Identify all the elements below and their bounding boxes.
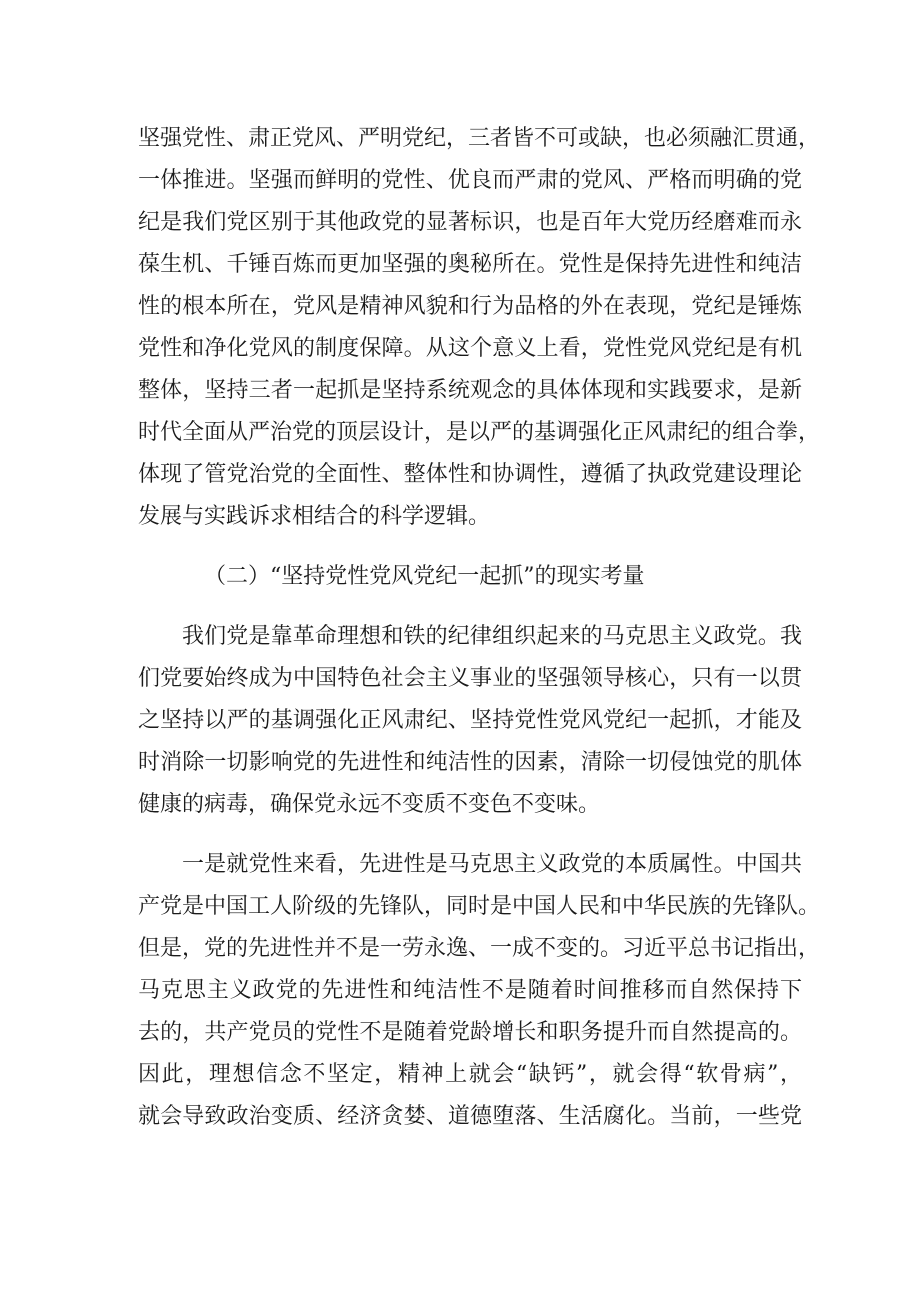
paragraph-party-spirit-advancement [138, 844, 821, 1138]
text-line: 马克思主义政党的先进性和纯洁性不是随着时间推移而自然保持下 [138, 978, 802, 1003]
text-line: 整体，坚持三者一起抓是坚持系统观念的具体体现和实践要求，是新 [138, 378, 802, 403]
text-line: 之坚持以严的基调强化正风肃纪、坚持党性党风党纪一起抓，才能及 [138, 708, 802, 733]
text-line: 因此，理想信念不坚定，精神上就会“缺钙”，就会得“软骨病”， [138, 1062, 802, 1087]
text-line: 纪是我们党区别于其他政党的显著标识，也是百年大党历经磨难而永 [138, 210, 802, 235]
text-line: 性的根本所在，党风是精神风貌和行为品格的外在表现，党纪是锤炼 [138, 294, 802, 319]
text-line: 去的，共产党员的党性不是随着党龄增长和职务提升而自然提高的。 [138, 1020, 802, 1045]
paragraph-gap [138, 538, 802, 556]
text-line: 一是就党性来看，先进性是马克思主义政党的本质属性。中国共 [182, 852, 802, 877]
text-line: 们党要始终成为中国特色社会主义事业的坚强领导核心，只有一以贯 [138, 666, 802, 691]
text-line: 体现了管党治党的全面性、整体性和协调性，遵循了执政党建设理论 [138, 462, 802, 487]
text-line: 一体推进。坚强而鲜明的党性、优良而严肃的党风、严格而明确的党 [138, 168, 802, 193]
text-line: 坚强党性、肃正党风、严明党纪，三者皆不可或缺，也必须融汇贯通， [138, 126, 821, 151]
document-body [138, 118, 821, 1138]
section-heading: （二）“坚持党性党风党纪一起抓”的现实考量 [204, 564, 645, 589]
text-line: 党性和净化党风的制度保障。从这个意义上看，党性党风党纪是有机 [138, 336, 802, 361]
text-line: 产党是中国工人阶级的先锋队，同时是中国人民和中华民族的先锋队。 [138, 894, 821, 919]
text-line: 葆生机、千锤百炼而更加坚强的奥秘所在。党性是保持先进性和纯洁 [138, 252, 802, 277]
text-line: 我们党是靠革命理想和铁的纪律组织起来的马克思主义政党。我 [182, 624, 802, 649]
paragraph-practical-considerations [138, 616, 802, 826]
paragraph-party-spirit-integration [138, 118, 821, 538]
text-line: 健康的病毒，确保党永远不变质不变色不变味。 [138, 792, 601, 817]
paragraph-gap [138, 826, 802, 844]
text-line: 就会导致政治变质、经济贪婪、道德堕落、生活腐化。当前，一些党 [138, 1104, 802, 1129]
paragraph-gap [138, 598, 802, 616]
text-line: 发展与实践诉求相结合的科学逻辑。 [138, 504, 491, 529]
text-line: 时代全面从严治党的顶层设计，是以严的基调强化正风肃纪的组合拳， [138, 420, 821, 445]
text-line: 但是，党的先进性并不是一劳永逸、一成不变的。习近平总书记指出， [138, 936, 821, 961]
text-line: 时消除一切影响党的先进性和纯洁性的因素，清除一切侵蚀党的肌体 [138, 750, 802, 775]
